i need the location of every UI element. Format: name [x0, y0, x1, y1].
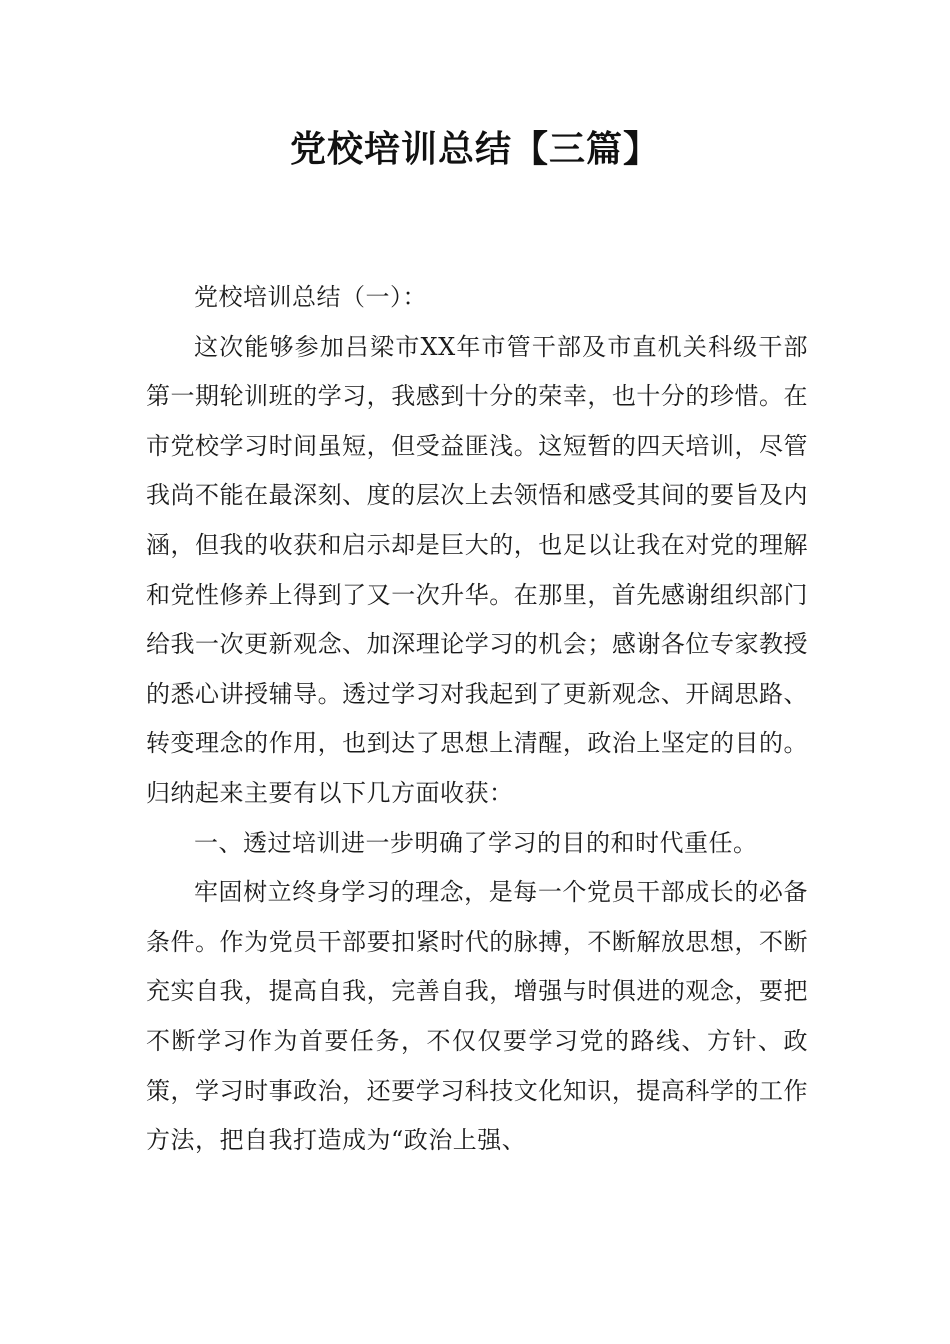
body-paragraph: 这次能够参加吕梁市XX年市管干部及市直机关科级干部第一期轮训班的学习，我感到十分的荣幸，也十分的珍惜。在市党校学习时间虽短，但受益匪浅。这短暂的四天培训，尽管我尚不能在最深刻、度的层次上去领悟和感受其间的要旨及内涵，但我的收获和启示却是巨大的，也足以让我在对党的理解和党性修养上得到了又一次升华。在那里，首先感谢组织部门给我一次更新观念、加深理论学习的机会；感谢各位专家教授的悉心讲授辅导。透过学习对我起到了更新观念、开阔思路、转变理念的作用，也到达了思想上清醒，政治上坚定的目的。归纳起来主要有以下几方面收获：	[146, 332, 808, 807]
document-body	[146, 273, 808, 1166]
section-heading: 党校培训总结（一）：	[194, 283, 427, 311]
subsection-heading: 一、透过培训进一步明确了学习的目的和时代重任。	[194, 828, 758, 857]
document-title: 党校培训总结【三篇】	[289, 129, 660, 170]
body-paragraph: 牢固树立终身学习的理念，是每一个党员干部成长的必备条件。作为党员干部要扣紧时代的脉搏，不断解放思想，不断充实自我，提高自我，完善自我，增强与时俱进的观念，要把不断学习作为首要任务，不仅仅要学习党的路线、方针、政策，学习时事政治，还要学习科技文化知识，提高科学的工作方法，把自我打造成为“政治上强、	[146, 878, 808, 1155]
